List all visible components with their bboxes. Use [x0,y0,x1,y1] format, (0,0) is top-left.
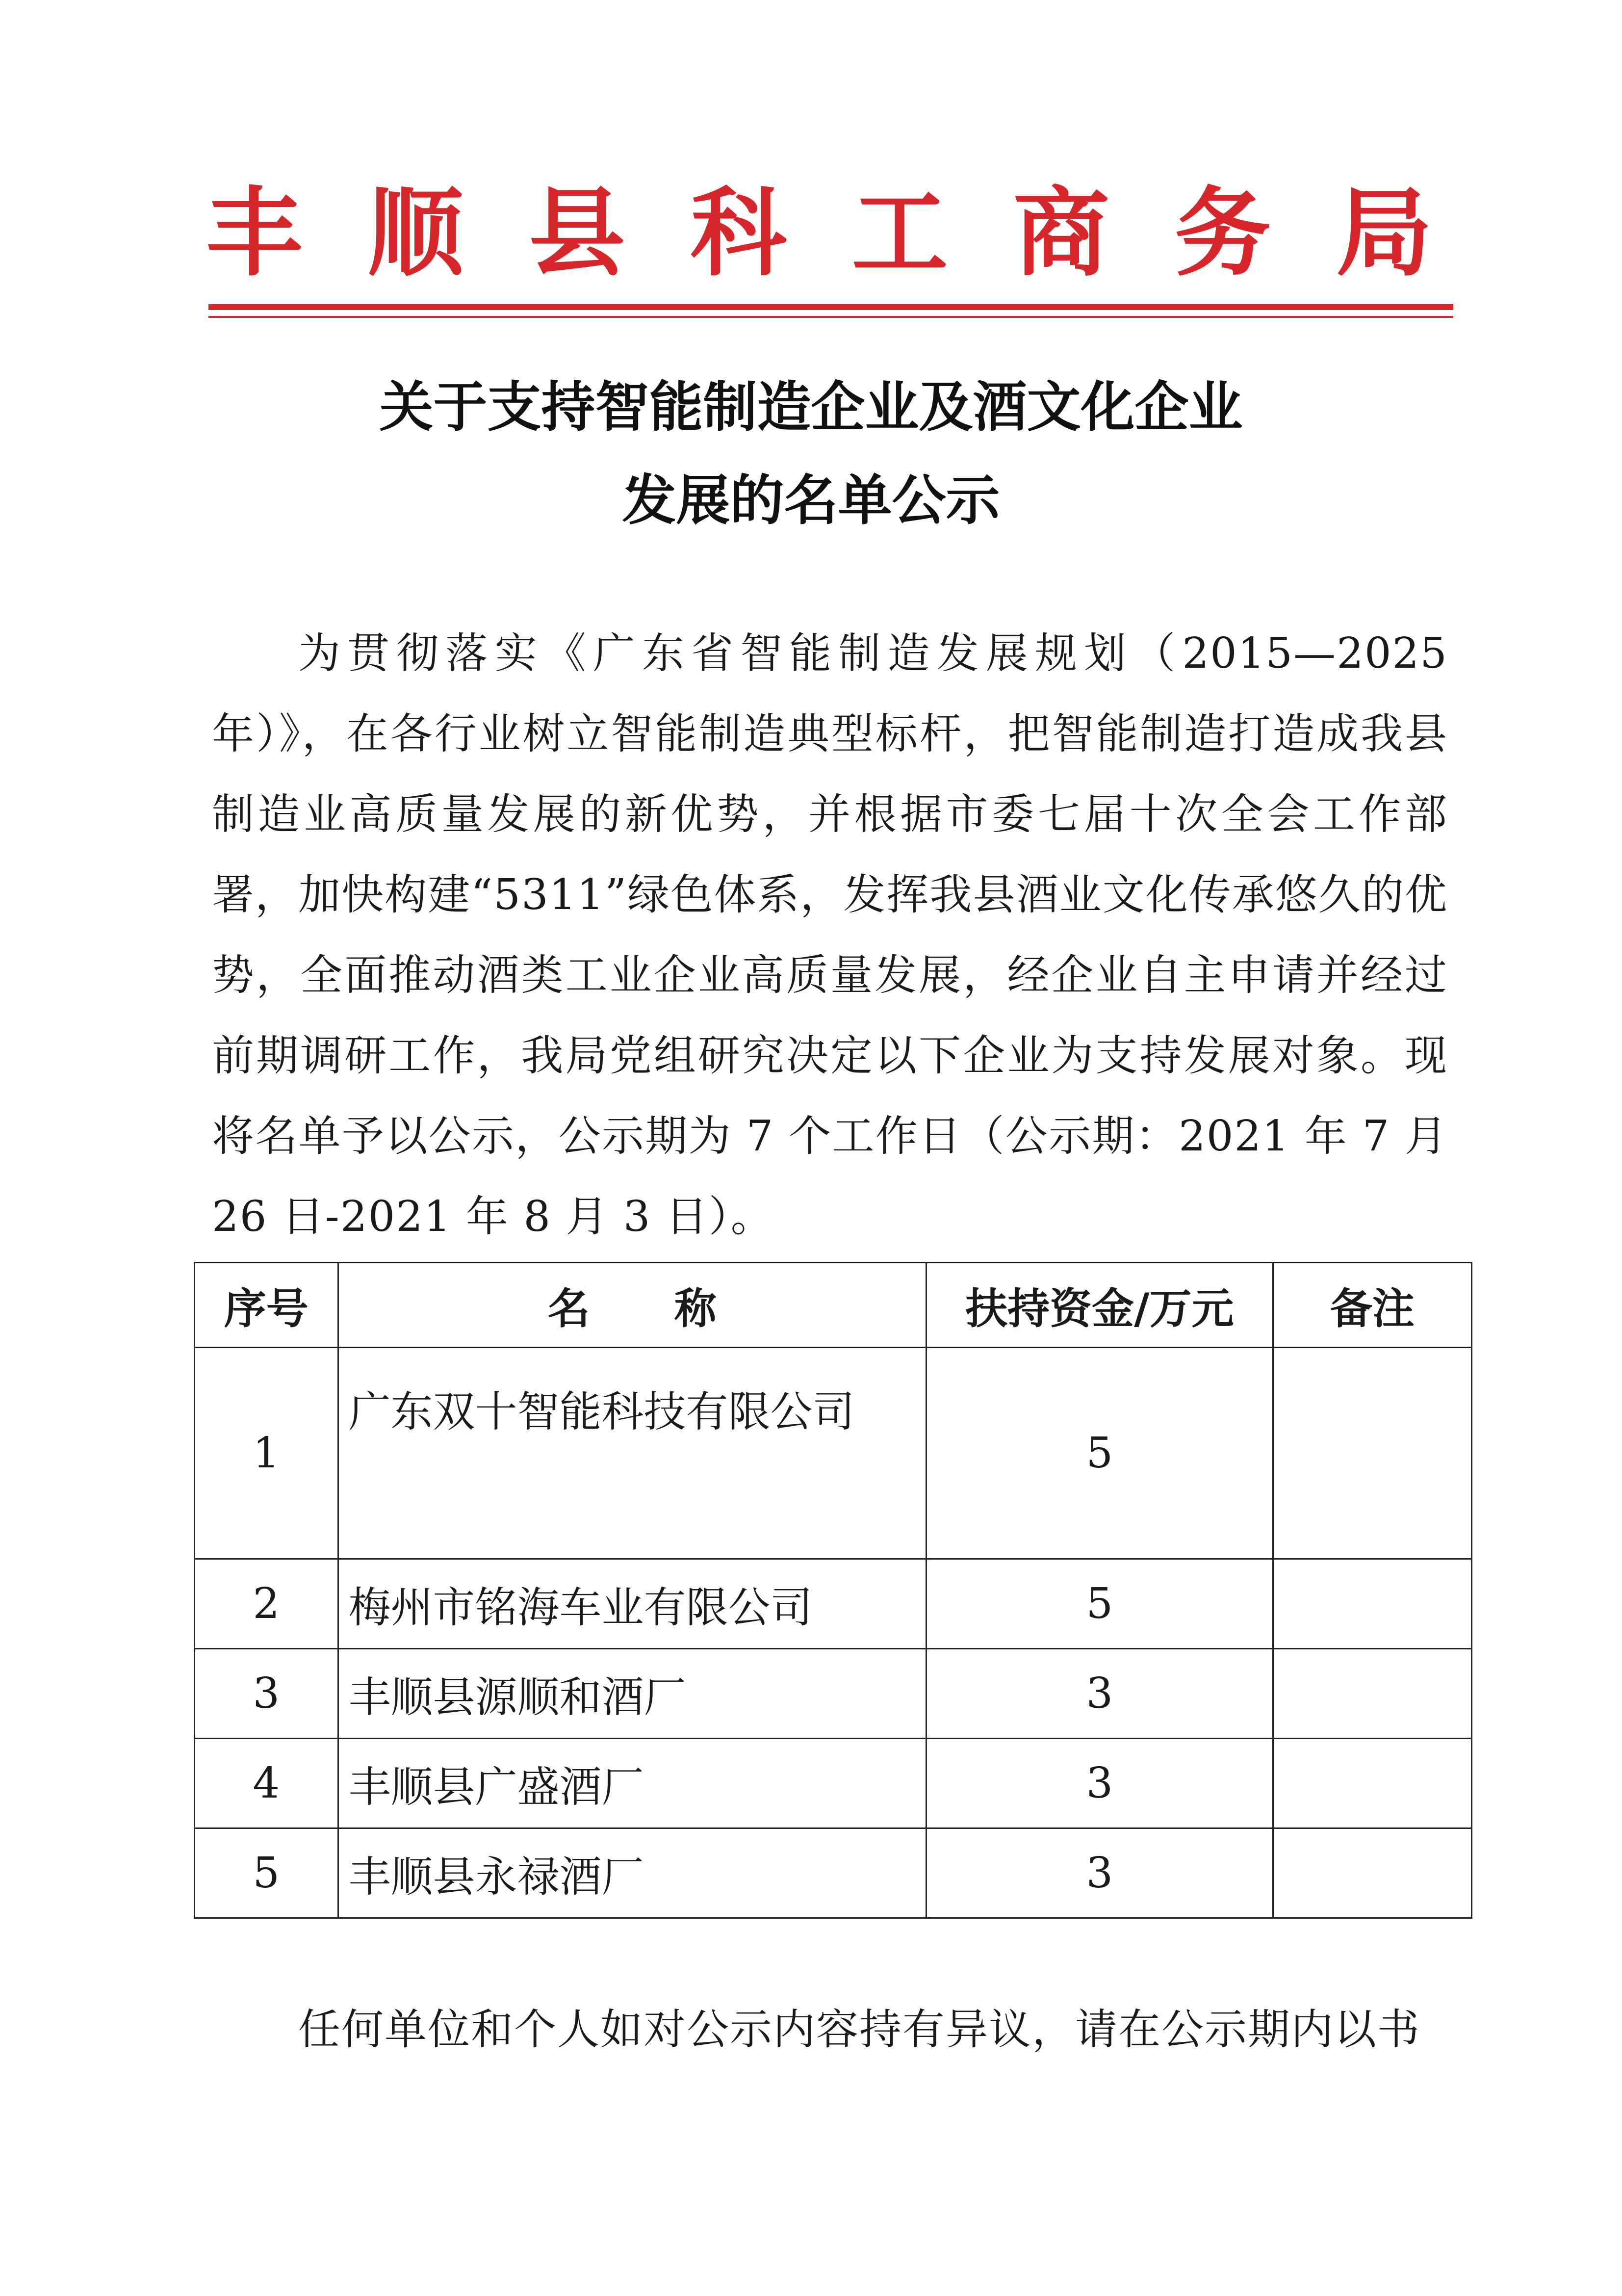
footer-paragraph: 任何单位和个人如对公示内容持有异议，请在公示期内以书 [298,2005,1420,2054]
cell-funding: 3 [927,1739,1273,1828]
header-char: 丰 [206,177,303,289]
cell-funding: 3 [927,1828,1273,1918]
cell-note [1273,1739,1471,1828]
header-char: 工 [851,177,948,289]
cell-funding: 3 [927,1649,1273,1739]
table-row [195,1739,1472,1828]
cell-funding: 5 [927,1559,1273,1649]
cell-name: 丰顺县永禄酒厂 [338,1828,926,1918]
cell-name: 丰顺县源顺和酒厂 [338,1649,926,1739]
header-funding: 扶持资金/万元 [927,1263,1273,1348]
table-row [195,1559,1472,1649]
header-char: 局 [1336,177,1432,289]
cell-funding: 5 [927,1348,1273,1559]
table-row [195,1828,1472,1918]
cell-name: 广东双十智能科技有限公司 [338,1348,926,1559]
table-header-row [195,1263,1472,1348]
header-seq: 序号 [195,1263,338,1348]
table-row [195,1649,1472,1739]
cell-seq: 2 [195,1559,338,1649]
cell-note [1273,1559,1471,1649]
cell-name: 丰顺县广盛酒厂 [338,1739,926,1828]
title-line-2: 发展的名单公示 [622,469,1000,532]
body-paragraph: 为贯彻落实《广东省智能制造发展规划（2015—2025 年）》，在各行业树立智能制造典型标杆，把智能制造打造成我县制造业高质量发展的新优势，并根据市委七届十次全会工作部署，加快构建“5311”绿色体系，发挥我县酒业文化传承悠久的优势，全面推动酒类工业企业高质量发展，经企业自主申请并经过前期调研工作，我局党组研究决定以下企业为支持发展对象。现将名单予以公示，公示期为 7 个工作日（公示期：2021 年 7 月 26 日-2021 年 8 月 3 日）。 [212,629,1448,1241]
header-divider-thick [208,304,1453,310]
cell-seq: 3 [195,1649,338,1739]
header-char: 商 [1013,177,1109,289]
header-char: 顺 [367,177,464,289]
header-char: 县 [529,177,625,289]
document-title [147,361,1475,547]
cell-note [1273,1649,1471,1739]
header-name: 名 称 [338,1263,926,1348]
cell-seq: 1 [195,1348,338,1559]
enterprise-list-table [194,1262,1472,1919]
issuing-authority-header [206,179,1432,287]
cell-note [1273,1828,1471,1918]
cell-seq: 4 [195,1739,338,1828]
header-divider-thin [208,316,1453,318]
header-char: 科 [690,177,787,289]
cell-name: 梅州市铭海车业有限公司 [338,1559,926,1649]
title-line-1: 关于支持智能制造企业及酒文化企业 [379,376,1243,439]
table-row [195,1348,1472,1559]
cell-seq: 5 [195,1828,338,1918]
header-note: 备注 [1273,1263,1471,1348]
cell-note [1273,1348,1471,1559]
header-char: 务 [1174,177,1271,289]
